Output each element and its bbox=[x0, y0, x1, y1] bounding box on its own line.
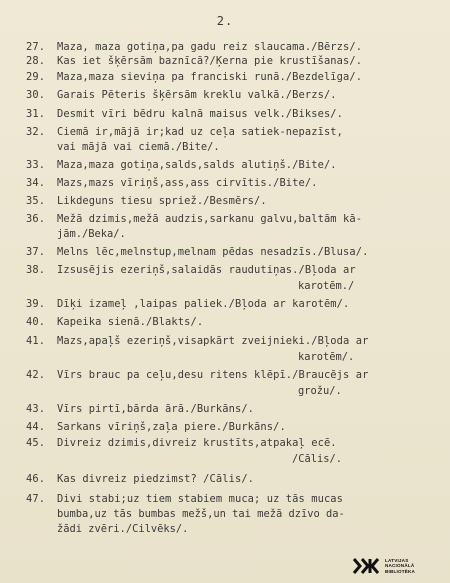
riddle-text: Maza,maza gotiņa,salds,salds alutiņš./Bite/. bbox=[57, 159, 337, 171]
riddle-text: Maza, maza gotiņa,pa gadu reiz slaucama./Bērzs/. bbox=[57, 41, 363, 53]
riddle-continuation: /Cālis/. bbox=[292, 453, 343, 465]
logo-line: BIBLIOTĒKA bbox=[385, 568, 416, 574]
riddle-line bbox=[26, 436, 337, 450]
riddle-line bbox=[26, 107, 343, 121]
riddle-number: 42. bbox=[26, 369, 46, 381]
riddle-text: Izsusējis ezeriņš,salaidās raudutiņas./Bļoda ar bbox=[57, 264, 356, 276]
riddle-number: 39. bbox=[26, 298, 46, 310]
riddle-line bbox=[26, 263, 356, 277]
riddle-line bbox=[26, 158, 337, 172]
riddle-continuation: karotēm./ bbox=[298, 280, 355, 292]
riddle-number: 33. bbox=[26, 159, 46, 171]
riddle-text: Kas divreiz piedzimst? /Cālis/. bbox=[57, 473, 255, 485]
riddle-number: 37. bbox=[26, 246, 46, 258]
riddle-line bbox=[26, 402, 254, 416]
riddle-text: Divreiz dzimis,divreiz krustīts,atpakaļ ecē. bbox=[57, 437, 337, 449]
riddle-text: Ciemā ir,mājā ir;kad uz ceļa satiek-nepazīst, bbox=[57, 126, 344, 138]
riddle-text: Kapeika sienā./Blakts/. bbox=[57, 316, 204, 328]
logo-line: NACIONĀLĀ bbox=[385, 563, 415, 569]
riddle-line bbox=[26, 125, 343, 139]
riddle-number: 28. bbox=[26, 55, 46, 67]
page-number: 2. bbox=[216, 14, 234, 28]
riddle-text: Sarkans vīriņš,zaļa piere./Burkāns/. bbox=[57, 421, 286, 433]
logo-line: LATVIJAS bbox=[385, 557, 409, 563]
riddle-number: 47. bbox=[26, 493, 46, 505]
riddle-text: Divi stabi;uz tiem stabiem muca; uz tās mucas bbox=[57, 493, 344, 505]
riddle-line bbox=[26, 88, 337, 102]
riddle-text: Mazs,mazs vīriņš,ass,ass cirvītis./Bite/. bbox=[57, 177, 318, 189]
riddle-text: Mežā dzimis,mežā audzis,sarkanu galvu,baltām kā- bbox=[57, 213, 363, 225]
riddle-text: Kas iet šķērsām baznīcā?/Ķerna pie krustīšanas/. bbox=[57, 55, 363, 67]
riddle-line bbox=[26, 315, 203, 329]
riddle-line bbox=[26, 54, 362, 68]
riddle-text: Likdeguns tiesu spriež./Besmērs/. bbox=[57, 195, 267, 207]
riddle-line bbox=[26, 176, 318, 190]
riddle-line bbox=[26, 334, 368, 348]
riddle-text: Maza,maza sieviņa pa franciski runā./Bezdelīga/. bbox=[57, 71, 363, 83]
riddle-text: Melns lēc,melnstup,melnam pēdas nesadzīs./Blusa/. bbox=[57, 246, 369, 258]
riddle-number: 35. bbox=[26, 195, 46, 207]
library-logo bbox=[352, 555, 444, 577]
riddle-number: 31. bbox=[26, 108, 46, 120]
riddle-text: Mazs,apaļš ezeriņš,visapkārt zveijnieki./Bļoda ar bbox=[57, 335, 369, 347]
riddle-line bbox=[26, 194, 267, 208]
lnb-logo-icon bbox=[352, 557, 382, 575]
logo-text bbox=[385, 558, 415, 574]
riddle-continuation: karotēm/. bbox=[298, 351, 355, 363]
riddle-continuation: grožu/. bbox=[298, 385, 342, 397]
riddle-number: 46. bbox=[26, 473, 46, 485]
riddle-line bbox=[26, 420, 286, 434]
riddle-number: 32. bbox=[26, 126, 46, 138]
riddle-continuation: bumba,uz tās bumbas mežš,un tai mežā dzīvo da- bbox=[57, 508, 345, 520]
riddle-text: Vīrs brauc pa ceļu,desu ritens klēpī./Braucējs ar bbox=[57, 369, 369, 381]
riddle-number: 29. bbox=[26, 71, 46, 83]
riddle-line bbox=[26, 212, 362, 226]
riddle-number: 27. bbox=[26, 41, 46, 53]
riddle-text: Garais Pēteris šķērsām kreklu valkā./Berzs/. bbox=[57, 89, 337, 101]
riddle-line bbox=[26, 297, 349, 311]
riddle-line bbox=[26, 40, 362, 54]
riddle-number: 45. bbox=[26, 437, 46, 449]
riddle-number: 38. bbox=[26, 264, 46, 276]
riddle-continuation: vai mājā vai ciemā./Bite/. bbox=[57, 141, 220, 153]
riddle-text: Dīķi izameļ ,laipas paliek./Bļoda ar karotēm/. bbox=[57, 298, 350, 310]
riddle-number: 40. bbox=[26, 316, 46, 328]
riddle-text: Desmit vīri bēdru kalnā maisus velk./Bikses/. bbox=[57, 108, 344, 120]
riddle-number: 41. bbox=[26, 335, 46, 347]
riddle-number: 36. bbox=[26, 213, 46, 225]
riddle-line bbox=[26, 245, 368, 259]
riddle-number: 34. bbox=[26, 177, 46, 189]
riddle-line bbox=[26, 492, 343, 506]
riddle-number: 30. bbox=[26, 89, 46, 101]
riddle-number: 43. bbox=[26, 403, 46, 415]
riddle-number: 44. bbox=[26, 421, 46, 433]
riddle-continuation: jām./Beka/. bbox=[57, 228, 126, 240]
riddle-text: Vīrs pirtī,bārda ārā./Burkāns/. bbox=[57, 403, 255, 415]
riddle-continuation: žādi zvēri./Cilvēks/. bbox=[57, 523, 189, 535]
riddle-line bbox=[26, 70, 362, 84]
riddle-line bbox=[26, 368, 368, 382]
riddle-line bbox=[26, 472, 254, 486]
